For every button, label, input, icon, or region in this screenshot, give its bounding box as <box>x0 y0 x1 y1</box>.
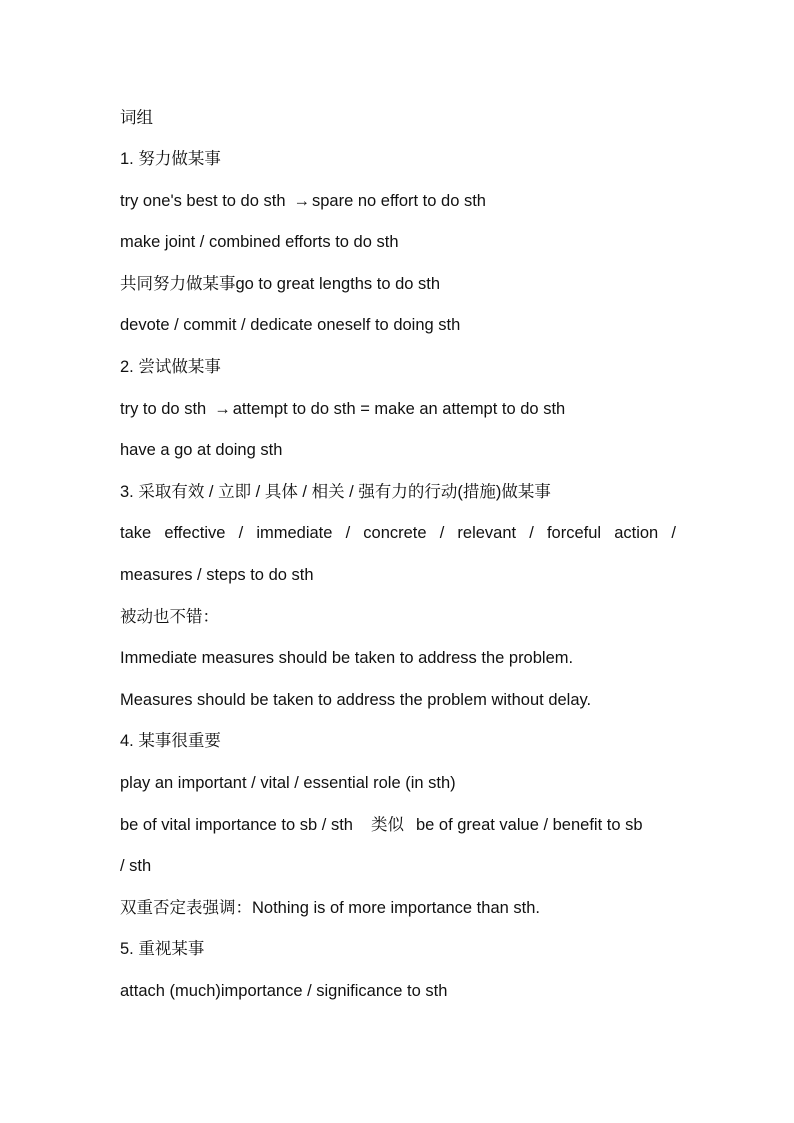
section-3-example-2: Measures should be taken to address the problem without delay. <box>120 691 592 709</box>
word: / <box>238 524 244 542</box>
word: take <box>120 524 152 542</box>
word: / <box>671 524 676 542</box>
section-3-line-2: measures / steps to do sth <box>120 566 314 584</box>
word: concrete <box>363 524 427 542</box>
section-1-line-1 <box>120 187 486 215</box>
similar-label: 类似 <box>370 816 404 834</box>
section-1-line-4: devote / commit / dedicate oneself to doing sth <box>120 316 461 334</box>
section-4-line-1: play an important / vital / essential role (in sth) <box>120 774 456 792</box>
section-2-title: 2. 尝试做某事 <box>120 358 221 376</box>
word: forceful <box>546 524 602 542</box>
word: / <box>345 524 351 542</box>
section-2-line-1 <box>120 395 565 423</box>
section-4-line-4: 双重否定表强调：Nothing is of more importance than sth. <box>120 899 540 917</box>
phrase-try-best: try one's best to do sth <box>120 192 286 210</box>
phrase-try-to-do: try to do sth <box>120 400 207 418</box>
word: immediate <box>256 524 333 542</box>
word: effective <box>164 524 226 542</box>
section-1-line-3: 共同努力做某事go to great lengths to do sth <box>120 275 441 293</box>
section-2-line-2: have a go at doing sth <box>120 441 283 459</box>
section-4-title: 4. 某事很重要 <box>120 732 221 750</box>
arrow-icon: → <box>214 400 231 418</box>
section-5-line-1: attach (much)importance / significance to sth <box>120 982 448 1000</box>
heading: 词组 <box>120 109 153 127</box>
section-1-title: 1. 努力做某事 <box>120 150 221 168</box>
arrow-icon: → <box>293 192 310 210</box>
word: / <box>439 524 445 542</box>
section-3-example-1: Immediate measures should be taken to address the problem. <box>120 649 574 667</box>
section-3-passive-label: 被动也不错： <box>120 608 219 626</box>
phrase-spare-no-effort: spare no effort to do sth <box>312 192 486 210</box>
section-3-line-1 <box>120 519 676 547</box>
word: action <box>614 524 659 542</box>
phrase-vital-importance: be of vital importance to sb / sth <box>120 816 353 834</box>
section-4-line-2 <box>120 811 643 839</box>
phrase-attempt: attempt to do sth = make an attempt to do sth <box>232 400 566 418</box>
word: relevant <box>457 524 517 542</box>
section-5-title: 5. 重视某事 <box>120 940 205 958</box>
word: / <box>529 524 534 542</box>
section-1-line-2: make joint / combined efforts to do sth <box>120 233 399 251</box>
section-3-title: 3. 采取有效 / 立即 / 具体 / 相关 / 强有力的行动(措施)做某事 <box>120 483 551 501</box>
phrase-great-value: be of great value / benefit to sb <box>415 816 643 834</box>
section-4-line-3: / sth <box>120 857 152 875</box>
